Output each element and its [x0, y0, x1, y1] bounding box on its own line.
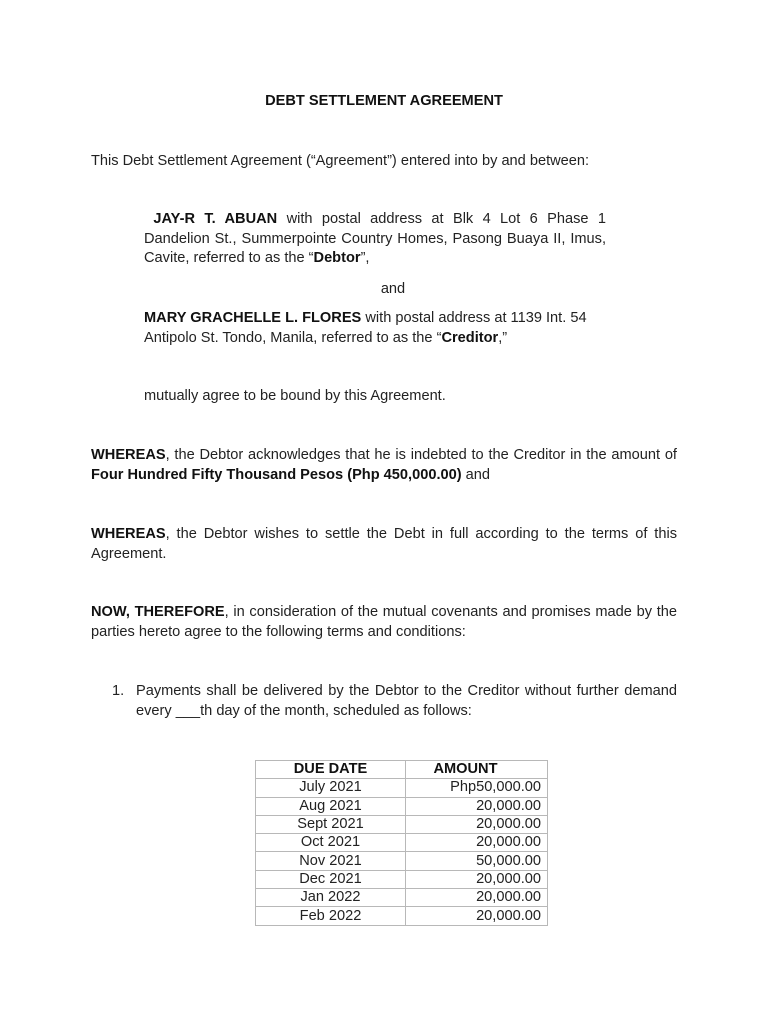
due-date-cell: Dec 2021 [256, 870, 406, 888]
amount-cell: 20,000.00 [406, 870, 548, 888]
due-date-cell: Oct 2021 [256, 834, 406, 852]
whereas-1-lead: WHEREAS [91, 447, 166, 463]
debtor-role: Debtor [313, 250, 361, 266]
term-item-1 [112, 682, 677, 721]
due-date-cell: Sept 2021 [256, 815, 406, 833]
due-date-cell: Aug 2021 [256, 797, 406, 815]
amount-cell: 20,000.00 [406, 889, 548, 907]
debt-amount: Four Hundred Fifty Thousand Pesos (Php 450,000.00) [91, 466, 462, 483]
due-date-cell: July 2021 [256, 779, 406, 797]
whereas-2-lead: WHEREAS [91, 526, 166, 542]
table-row [256, 852, 548, 870]
creditor-name: MARY GRACHELLE L. FLORES [144, 310, 362, 326]
payment-schedule-table [255, 760, 548, 926]
amount-cell: 50,000.00 [406, 852, 548, 870]
now-therefore-text: , in consideration of the mutual covenants and promises made by the parties hereto agree to the following terms and conditions: [91, 604, 677, 640]
debtor-end: ”, [360, 250, 370, 266]
amount-cell: 20,000.00 [406, 797, 548, 815]
table-row [256, 815, 548, 833]
table-row [256, 834, 548, 852]
due-date-cell: Feb 2022 [256, 907, 406, 925]
whereas-2-text: , the Debtor wishes to settle the Debt in full according to the terms of this Agreement. [91, 526, 677, 562]
creditor-role: Creditor [441, 329, 499, 346]
debtor-address: with postal address at Blk 4 Lot 6 Phase 1 Dandelion St., Summerpointe Country Homes, Pasong Buaya II, Imus, Cavite, referred to as the “ [144, 211, 606, 266]
amount-cell: 20,000.00 [406, 815, 548, 833]
header-amount: AMOUNT [406, 761, 548, 779]
creditor-paragraph [144, 309, 614, 348]
term-item-text: Payments shall be delivered by the Debtor to the Creditor without further demand every ___th day of the month, scheduled as follows: [136, 683, 677, 719]
amount-cell: 20,000.00 [406, 834, 548, 852]
document-title: DEBT SETTLEMENT AGREEMENT [265, 93, 503, 109]
whereas-1-text: , the Debtor acknowledges that he is indebted to the Creditor in the amount of [165, 447, 677, 463]
table-row [256, 907, 548, 925]
table-row [256, 889, 548, 907]
debtor-name: JAY-R T. ABUAN [153, 211, 278, 227]
due-date-cell: Nov 2021 [256, 852, 406, 870]
whereas-1-end: and [461, 466, 490, 483]
table-row [256, 797, 548, 815]
table-row [256, 870, 548, 888]
debtor-paragraph [144, 210, 606, 269]
creditor-end: ,” [498, 329, 508, 346]
header-due-date: DUE DATE [256, 761, 406, 779]
intro-paragraph: This Debt Settlement Agreement (“Agreement”) entered into by and between: [91, 153, 590, 169]
term-item-number: 1. [112, 683, 125, 699]
and-connector: and [380, 281, 406, 297]
amount-cell: 20,000.00 [406, 907, 548, 925]
table-header-row [256, 761, 548, 779]
creditor-address: with postal address at 1139 Int. 54 Antipolo St. Tondo, Manila, referred to as the “ [144, 310, 587, 346]
now-therefore-paragraph [91, 603, 677, 642]
mutual-agreement-line: mutually agree to be bound by this Agreement. [144, 388, 446, 404]
now-therefore-lead: NOW, THEREFORE [91, 604, 225, 620]
whereas-indebted-paragraph [91, 446, 677, 485]
table-row [256, 779, 548, 797]
due-date-cell: Jan 2022 [256, 889, 406, 907]
amount-cell: Php50,000.00 [406, 779, 548, 797]
whereas-settle-paragraph [91, 525, 677, 564]
